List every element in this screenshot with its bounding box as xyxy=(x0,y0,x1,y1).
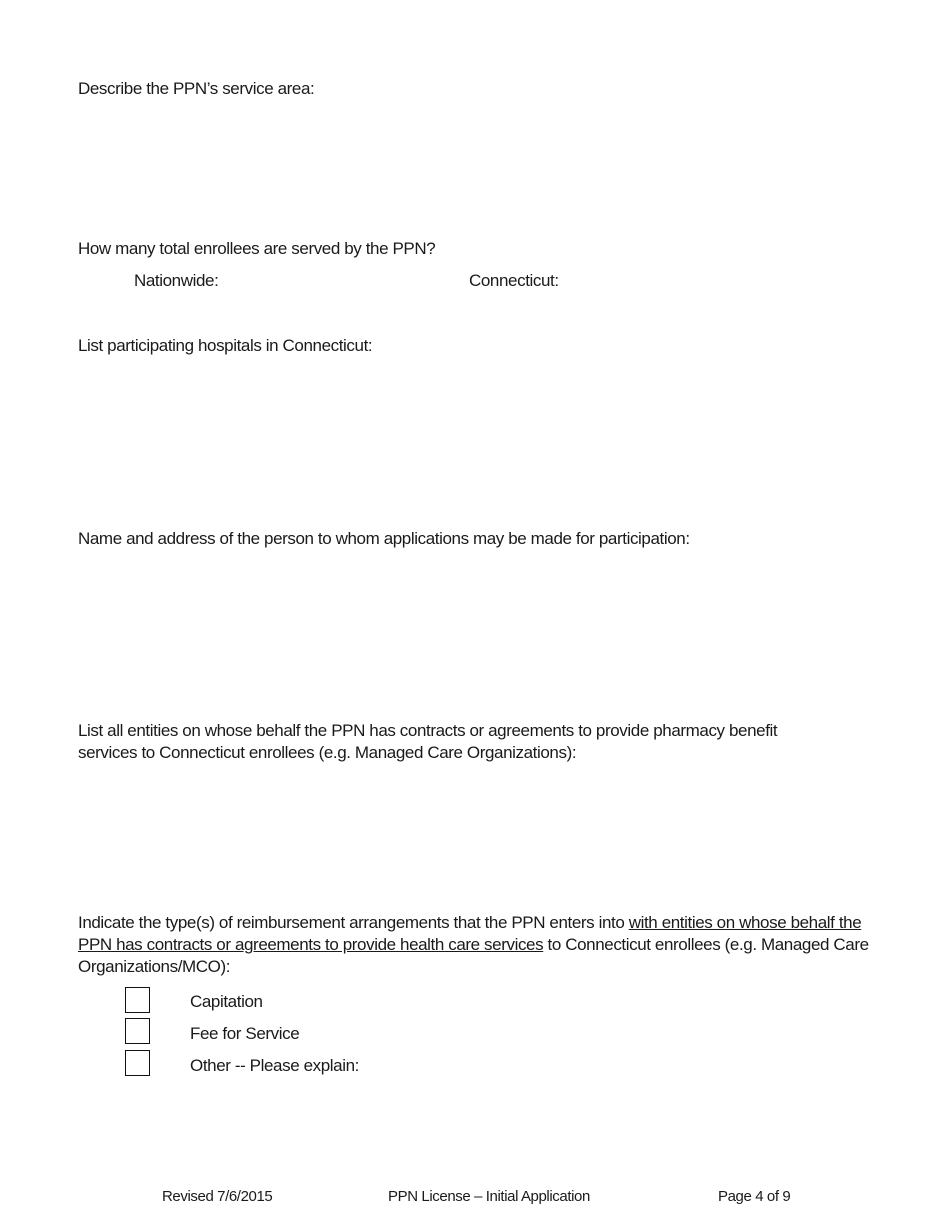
question-applications-contact: Name and address of the person to whom applications may be made for participation: xyxy=(78,529,690,548)
question-entities-line1: List all entities on whose behalf the PPN has contracts or agreements to provide pharmacy benefit xyxy=(78,721,778,740)
footer-page-number: Page 4 of 9 xyxy=(718,1188,791,1205)
question-reimbursement xyxy=(78,912,878,978)
footer-title: PPN License – Initial Application xyxy=(388,1188,590,1205)
question-hospitals: List participating hospitals in Connecticut: xyxy=(78,336,373,355)
fee-for-service-checkbox[interactable] xyxy=(125,1018,150,1044)
capitation-label: Capitation xyxy=(190,992,263,1011)
capitation-checkbox[interactable] xyxy=(125,987,150,1013)
reimbursement-text-post: to Connecticut enrollees (e.g. Managed Care Organizations/MCO): xyxy=(78,935,869,976)
other-checkbox[interactable] xyxy=(125,1050,150,1076)
connecticut-label: Connecticut: xyxy=(469,271,559,290)
reimbursement-text-pre: Indicate the type(s) of reimbursement arrangements that the PPN enters into xyxy=(78,913,629,932)
nationwide-label: Nationwide: xyxy=(134,271,219,290)
question-entities-line2: services to Connecticut enrollees (e.g. Managed Care Organizations): xyxy=(78,743,577,762)
question-service-area: Describe the PPN’s service area: xyxy=(78,79,315,98)
footer-revised: Revised 7/6/2015 xyxy=(162,1188,273,1205)
question-enrollees: How many total enrollees are served by the PPN? xyxy=(78,239,436,258)
fee-for-service-label: Fee for Service xyxy=(190,1024,300,1043)
other-label: Other -- Please explain: xyxy=(190,1056,359,1075)
reimbursement-text-underlined: with entities on whose behalf the PPN has contracts or agreements to provide health care services xyxy=(78,913,862,954)
